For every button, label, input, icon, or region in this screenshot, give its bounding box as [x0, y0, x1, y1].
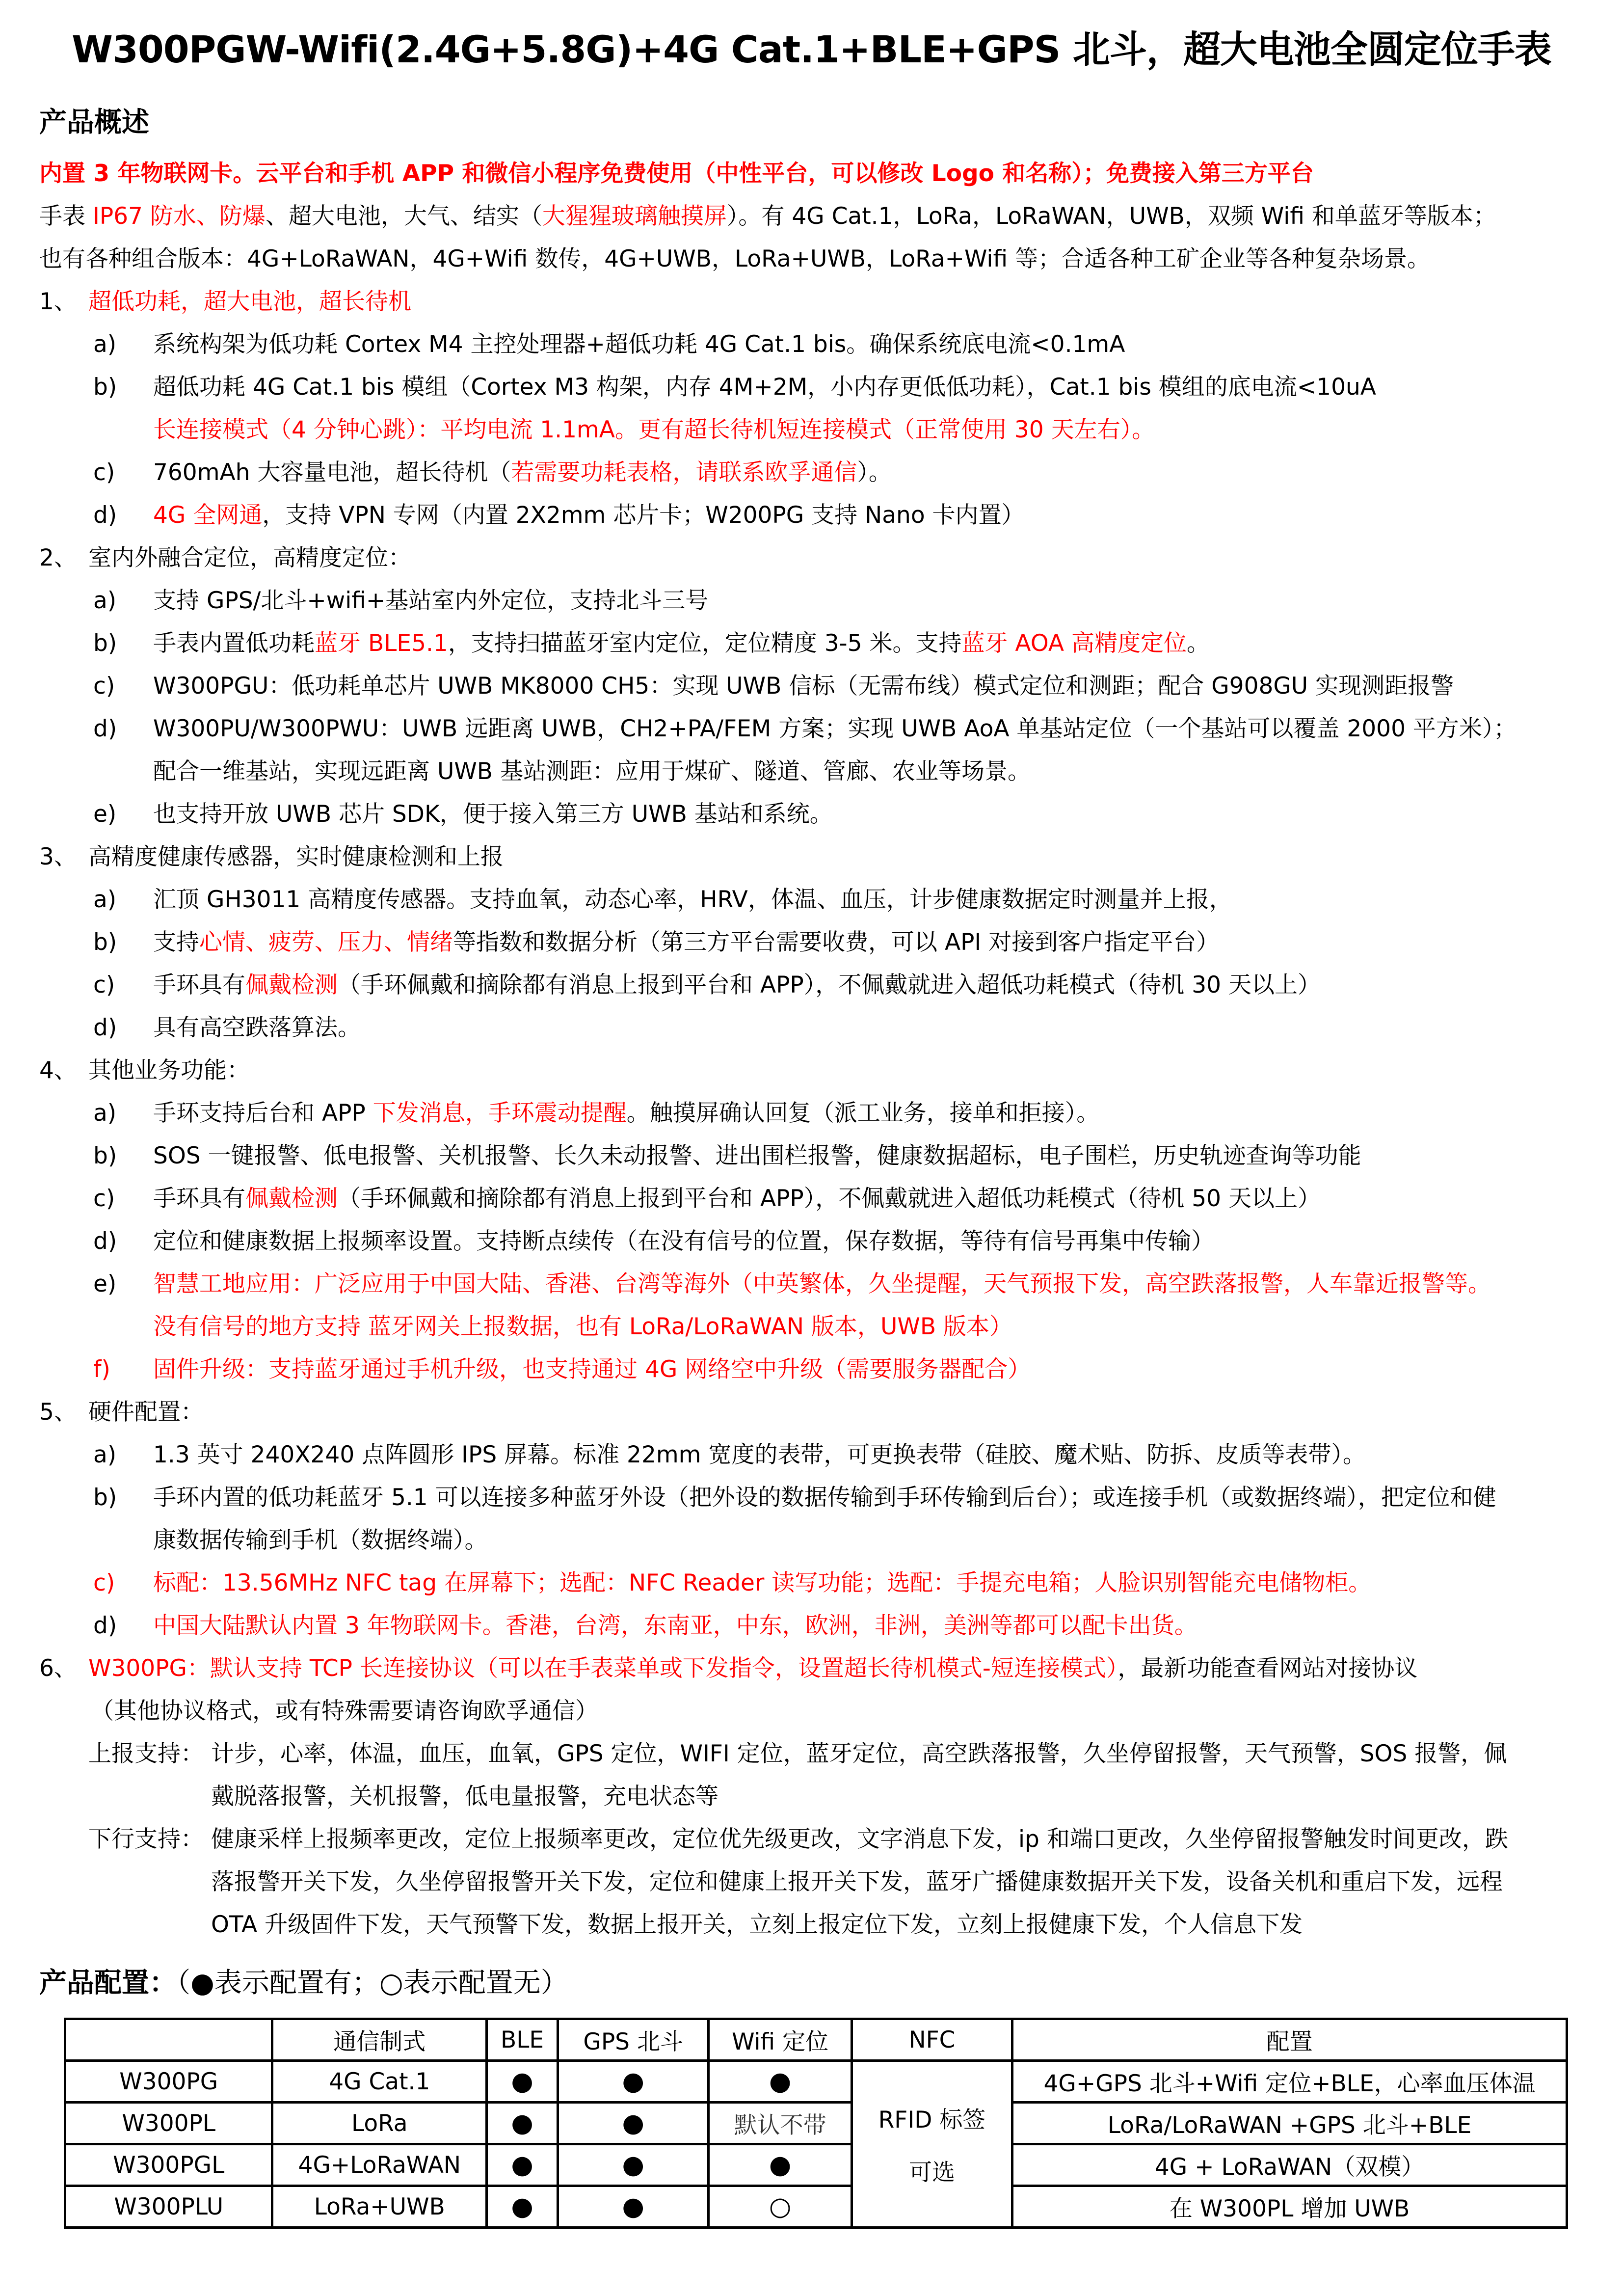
list-item: a) 手环支持后台和 APP 下发消息，手环震动提醒。触摸屏确认回复（派工业务，接单和拒接）。 — [93, 1100, 1100, 1127]
list-item: a) 支持 GPS/北斗+wifi+基站室内外定位，支持北斗三号 — [93, 587, 709, 614]
list-item: e) 也支持开放 UWB 芯片 SDK，便于接入第三方 UWB 基站和系统。 — [93, 801, 833, 828]
section-3-title: 3、 高精度健康传感器，实时健康检测和上报 — [39, 843, 504, 870]
nfc-merged-cell: RFID 标签 可选 — [851, 2061, 1012, 2228]
filled-dot-icon: ● — [487, 2144, 558, 2186]
list-item: e) 智慧工地应用：广泛应用于中国大陆、香港、台湾等海外（中英繁体，久坐提醒，天气预报下发，高空跌落报警，人车靠近报警等。 — [93, 1270, 1491, 1297]
list-item-continuation: 没有信号的地方支持 蓝牙网关上报数据，也有 LoRa/LoRaWAN 版本，UWB 版本） — [153, 1313, 1013, 1340]
document-title: W300PGW-Wifi(2.4G+5.8G)+4G Cat.1+BLE+GPS 北斗，超大电池全圆定位手表 — [72, 27, 1551, 71]
section-heading-overview: 产品概述 — [39, 107, 149, 138]
list-item: d) 具有高空跌落算法。 — [93, 1014, 361, 1041]
filled-dot-icon: ● — [709, 2144, 851, 2186]
header-cell: BLE — [487, 2019, 558, 2061]
list-item: b) SOS 一键报警、低电报警、关机报警、长久未动报警、进出围栏报警，健康数据超标，电子围栏，历史轨迹查询等功能 — [93, 1142, 1361, 1169]
highlight-line: 内置 3 年物联网卡。云平台和手机 APP 和微信小程序免费使用（中性平台，可以修改 Logo 和名称）；免费接入第三方平台 — [39, 160, 1314, 187]
table-row: W300PL LoRa ● ● 默认不带 LoRa/LoRaWAN +GPS 北斗+BLE — [65, 2103, 1567, 2144]
header-cell: 配置 — [1012, 2019, 1567, 2061]
list-item-continuation: 配合一维基站，实现远距离 UWB 基站测距：应用于煤矿、隧道、管廊、农业等场景。 — [153, 758, 1031, 785]
list-item: c) 手环具有佩戴检测（手环佩戴和摘除都有消息上报到平台和 APP），不佩戴就进入超低功耗模式（待机 30 天以上） — [93, 972, 1321, 999]
list-item: d) 定位和健康数据上报频率设置。支持断点续传（在没有信号的位置，保存数据，等待有信号再集中传输） — [93, 1228, 1214, 1255]
table-row: W300PGL 4G+LoRaWAN ● ● ● 4G + LoRaWAN（双模） — [65, 2144, 1567, 2186]
upload-support: 上报支持： 计步，心率，体温，血压，血氧，GPS 定位，WIFI 定位，蓝牙定位，高空跌落报警，久坐停留报警，天气预警，SOS 报警，佩 — [88, 1740, 1507, 1767]
list-item: c) 手环具有佩戴检测（手环佩戴和摘除都有消息上报到平台和 APP），不佩戴就进入超低功耗模式（待机 50 天以上） — [93, 1185, 1321, 1212]
list-item: c) 760mAh 大容量电池，超长待机（若需要功耗表格，请联系欧孚通信）。 — [93, 459, 892, 486]
list-item-continuation: 长连接模式（4 分钟心跳）：平均电流 1.1mA。更有超长待机短连接模式（正常使用 30 天左右）。 — [153, 416, 1155, 443]
filled-dot-icon: ● — [558, 2061, 708, 2103]
header-cell: GPS 北斗 — [558, 2019, 708, 2061]
list-item: a) 系统构架为低功耗 Cortex M4 主控处理器+超低功耗 4G Cat.1 bis。确保系统底电流<0.1mA — [93, 331, 1125, 358]
section-2-title: 2、 室内外融合定位，高精度定位： — [39, 544, 411, 571]
empty-circle-icon: ○ — [709, 2186, 851, 2228]
filled-dot-icon: ● — [487, 2186, 558, 2228]
header-cell: 通信制式 — [272, 2019, 487, 2061]
list-item-continuation: 康数据传输到手机（数据终端）。 — [153, 1527, 488, 1554]
list-item: d) W300PU/W300PWU：UWB 远距离 UWB，CH2+PA/FEM 方案；实现 UWB AoA 单基站定位（一个基站可以覆盖 2000 平方米）； — [93, 715, 1517, 742]
filled-dot-icon: ● — [558, 2186, 708, 2228]
section-heading-config: 产品配置：（●表示配置有；○表示配置无） — [39, 1967, 568, 1999]
list-item: b) 支持心情、疲劳、压力、情绪等指数和数据分析（第三方平台需要收费，可以 API 对接到客户指定平台） — [93, 929, 1220, 956]
downlink-support-cont: 落报警开关下发，久坐停留报警开关下发，定位和健康上报开关下发，蓝牙广播健康数据开关下发，设备关机和重启下发，远程 — [211, 1868, 1503, 1895]
list-item: f) 固件升级：支持蓝牙通过手机升级，也支持通过 4G 网络空中升级（需要服务器配合） — [93, 1356, 1031, 1383]
overview-body — [39, 152, 1595, 1946]
intro-line-2: 也有各种组合版本：4G+LoRaWAN，4G+Wifi 数传，4G+UWB，LoRa+UWB，LoRa+Wifi 等；合适各种工矿企业等各种复杂场景。 — [39, 245, 1431, 272]
section-4-title: 4、 其他业务功能： — [39, 1057, 250, 1084]
intro-line-1: 手表 IP67 防水、防爆、超大电池，大气、结实（大猩猩玻璃触摸屏）。有 4G Cat.1，LoRa，LoRaWAN，UWB，双频 Wifi 和单蓝牙等版本； — [39, 203, 1496, 230]
list-item: a) 1.3 英寸 240X240 点阵圆形 IPS 屏幕。标准 22mm 宽度的表带，可更换表带（硅胶、魔术贴、防拆、皮质等表带）。 — [93, 1441, 1366, 1468]
table-row: W300PLU LoRa+UWB ● ● ○ 在 W300PL 增加 UWB — [65, 2186, 1567, 2228]
downlink-support: 下行支持： 健康采样上报频率更改，定位上报频率更改，定位优先级更改，文字消息下发，ip 和端口更改，久坐停留报警触发时间更改，跌 — [88, 1826, 1508, 1853]
filled-dot-icon: ● — [558, 2103, 708, 2144]
section-6-title: 6、 W300PG：默认支持 TCP 长连接协议（可以在手表菜单或下发指令，设置超长待机模式-短连接模式），最新功能查看网站对接协议 — [39, 1655, 1418, 1682]
table-header-row — [65, 2019, 1567, 2061]
header-cell — [65, 2019, 272, 2061]
section-1-title: 1、 超低功耗，超大电池，超长待机 — [39, 288, 411, 315]
filled-dot-icon: ● — [558, 2144, 708, 2186]
table-row: W300PG 4G Cat.1 ● ● ● RFID 标签 可选 4G+GPS 北斗+Wifi 定位+BLE，心率血压体温 — [65, 2061, 1567, 2103]
config-table — [64, 2018, 1568, 2229]
list-item: b) 手环内置的低功耗蓝牙 5.1 可以连接多种蓝牙外设（把外设的数据传输到手环传输到后台）；或连接手机（或数据终端），把定位和健 — [93, 1484, 1496, 1511]
list-item: b) 手表内置低功耗蓝牙 BLE5.1，支持扫描蓝牙室内定位，定位精度 3-5 米。支持蓝牙 AOA 高精度定位。 — [93, 630, 1210, 657]
upload-support-cont: 戴脱落报警，关机报警，低电量报警，充电状态等 — [211, 1783, 718, 1810]
filled-dot-icon: ● — [487, 2103, 558, 2144]
downlink-support-cont: OTA 升级固件下发，天气预警下发，数据上报开关，立刻上报定位下发，立刻上报健康下发，个人信息下发 — [211, 1911, 1303, 1938]
section-5-title: 5、 硬件配置： — [39, 1399, 204, 1426]
list-item: a) 汇顶 GH3011 高精度传感器。支持血氧，动态心率，HRV，体温、血压，计步健康数据定时测量并上报， — [93, 886, 1232, 913]
list-item: c) W300PGU：低功耗单芯片 UWB MK8000 CH5：实现 UWB 信标（无需布线）模式定位和测距；配合 G908GU 实现测距报警 — [93, 673, 1454, 700]
filled-dot-icon: ● — [487, 2061, 558, 2103]
list-item: c) 标配：13.56MHz NFC tag 在屏幕下；选配：NFC Reader 读写功能；选配：手提充电箱；人脸识别智能充电储物柜。 — [93, 1569, 1372, 1596]
config-legend: （●表示配置有；○表示配置无） — [177, 1967, 568, 1999]
list-item: d) 4G 全网通，支持 VPN 专网（内置 2X2mm 芯片卡；W200PG 支持 Nano 卡内置） — [93, 502, 1025, 529]
header-cell: Wifi 定位 — [709, 2019, 851, 2061]
list-item: b) 超低功耗 4G Cat.1 bis 模组（Cortex M3 构架，内存 4M+2M，小内存更低低功耗），Cat.1 bis 模组的底电流<10uA — [93, 374, 1376, 401]
header-cell: NFC — [851, 2019, 1012, 2061]
filled-dot-icon: ● — [709, 2061, 851, 2103]
section-6-continuation: （其他协议格式，或有特殊需要请咨询欧孚通信） — [91, 1698, 598, 1725]
list-item: d) 中国大陆默认内置 3 年物联网卡。香港，台湾，东南亚，中东，欧洲，非洲，美洲等都可以配卡出货。 — [93, 1612, 1197, 1639]
